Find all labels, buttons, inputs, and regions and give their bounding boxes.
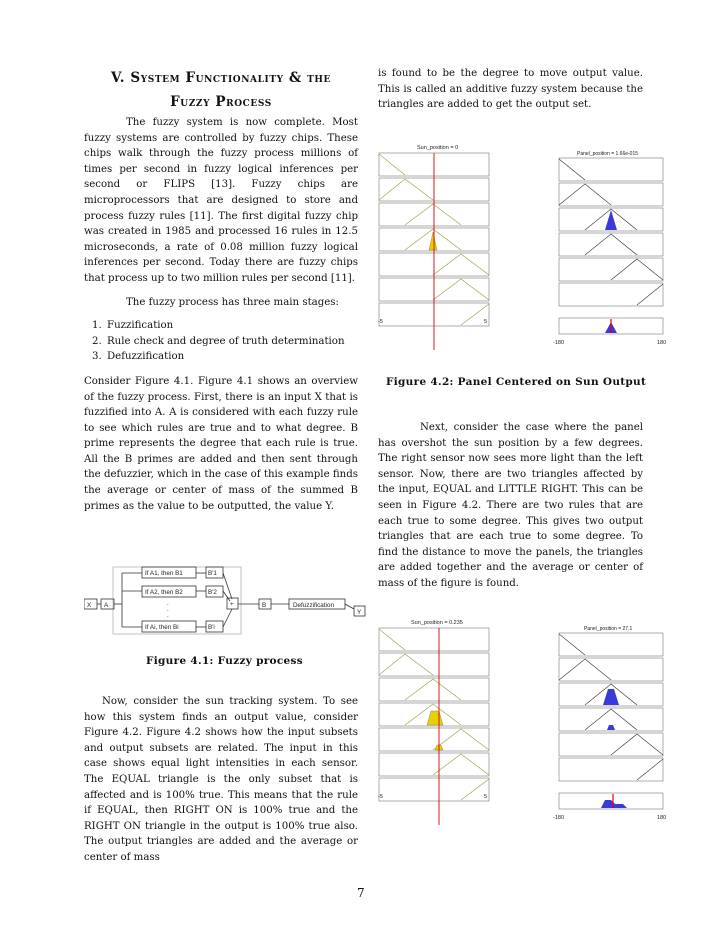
rule-label: If Ai, then Bi — [145, 624, 179, 631]
input-fired-triangle — [429, 232, 437, 250]
stage-item: 1. Fuzzification — [105, 318, 358, 334]
input-fired-trapezoid — [427, 711, 443, 725]
output-fired-trapezoid — [603, 689, 619, 705]
section-heading-line1: V. System Functionality & the — [111, 70, 331, 86]
b-prime-label: B'1 — [208, 570, 217, 577]
stage-item: 3. Defuzzification — [105, 349, 358, 365]
input-title: Sun_position = 0 — [417, 145, 459, 151]
output-axis-max: 180 — [657, 340, 667, 346]
section-heading — [90, 66, 352, 114]
output-panels — [553, 151, 666, 346]
input-panels — [378, 145, 489, 350]
figure-4-1-diagram — [84, 555, 374, 640]
input-panels — [378, 620, 489, 825]
b-label: B — [262, 602, 267, 609]
stage-item: 2. Rule check and degree of truth determination — [105, 334, 358, 350]
paragraph-sun-tracking: Now, consider the sun tracking system. To see how this system finds an output value, consider Figure 4.2. Figure 4.2 shows how the input subsets and output subsets are related. The input in this case shows equal light intensities in each sensor. The EQUAL triangle is the only subset that is affected and is 100% true. This means that the rule if EQUAL, then RIGHT ON is 100% true and the RIGHT ON triangle in the output is 100% true also. The output triangles are added and the average or center of mass — [84, 696, 358, 863]
ellipsis-dot: . — [167, 606, 169, 613]
figure-overshoot-plot — [375, 615, 670, 825]
output-panels — [553, 626, 666, 821]
output-fired-triangle — [605, 210, 617, 230]
figure-4-2-caption: Figure 4.2: Panel Centered on Sun Output — [386, 376, 647, 388]
paragraph-fuzzy-chips: The fuzzy system is now complete. Most fuzzy systems are controlled by fuzzy chips. These chips walk through the fuzzy process millions of times per second in fuzzy logical inferences per second or FLIPS [13]. Fuzzy chips are microprocessors that are designed to store and process fuzzy rules [11]. The first digital fuzzy chip was created in 1985 and processed 16 rules in 12.5 microseconds, a rate of 0.08 million fuzzy logical inferences per second. Today there are fuzzy chips that process up to two million rules per second [11]. — [84, 117, 358, 284]
left-column-top — [84, 115, 358, 514]
rule-label: If A1, then B1 — [145, 570, 183, 577]
y-label: Y — [357, 609, 362, 616]
figure-4-1-caption: Figure 4.1: Fuzzy process — [146, 655, 303, 667]
ellipsis-dot: . — [167, 612, 169, 619]
b-prime-label: B'i — [208, 624, 215, 631]
sum-label: + — [230, 601, 234, 608]
output-title: Panel_position = 27.1 — [584, 626, 633, 632]
input-axis-max: 5 — [484, 319, 488, 325]
paragraph-stages-intro: The fuzzy process has three main stages: — [126, 296, 339, 308]
output-axis-min: -180 — [553, 340, 565, 346]
paragraph-additive-system: is found to be the degree to move output value. This is called an additive fuzzy system because the triangles are added to get the output set. — [378, 68, 643, 111]
paragraph-overshoot: Next, consider the case where the panel has overshot the sun position by a few degrees. The right sensor now sees more light than the left sensor. Now, there are two triangles affected by the input, EQUAL and LITTLE RIGHT. This can be seen in Figure 4.2. There are two rules that are each true to some degree. This gives two output triangles that are each true to some degree. To find the distance to move the panels, the triangles are added together and the average or center of mass of the figure is found. — [378, 422, 643, 589]
output-axis-max: 180 — [657, 815, 667, 821]
output-axis-min: -180 — [553, 815, 565, 821]
output-title: Panel_position = 1.66e-015 — [577, 151, 639, 157]
stages-list — [84, 318, 358, 365]
x-label: X — [87, 602, 92, 609]
defuzzification-label: Defuzzification — [293, 602, 334, 609]
page-number: 7 — [357, 886, 365, 900]
output-aggregate-shape — [601, 800, 627, 808]
figure-4-2-plot — [375, 140, 670, 350]
input-axis-min: -5 — [378, 794, 383, 800]
section-heading-line2: Fuzzy Process — [170, 94, 272, 110]
input-title: Sun_position = 0.235 — [411, 620, 463, 626]
right-column-top — [378, 66, 643, 113]
input-axis-max: 5 — [484, 794, 488, 800]
ellipsis-dot: . — [167, 600, 169, 607]
output-fired-trapezoid — [607, 725, 615, 730]
a-label: A — [104, 602, 109, 609]
rule-label: If A2, then B2 — [145, 589, 183, 596]
right-column-middle — [378, 420, 643, 592]
input-axis-min: -5 — [378, 319, 383, 325]
left-column-bottom — [84, 694, 358, 866]
b-prime-label: B'2 — [208, 589, 217, 596]
paragraph-figure-4-1-description: Consider Figure 4.1. Figure 4.1 shows an overview of the fuzzy process. First, there is an input X that is fuzzified into A. A is considered with each fuzzy rule to see which rules are true and to what degree. B prime represents the degree that each rule is true. All the B primes are added and then sent through the defuzzier, which in the case of this example finds the average or center of mass of the summed B primes as the value to be outputted, the value Y. — [84, 375, 358, 512]
